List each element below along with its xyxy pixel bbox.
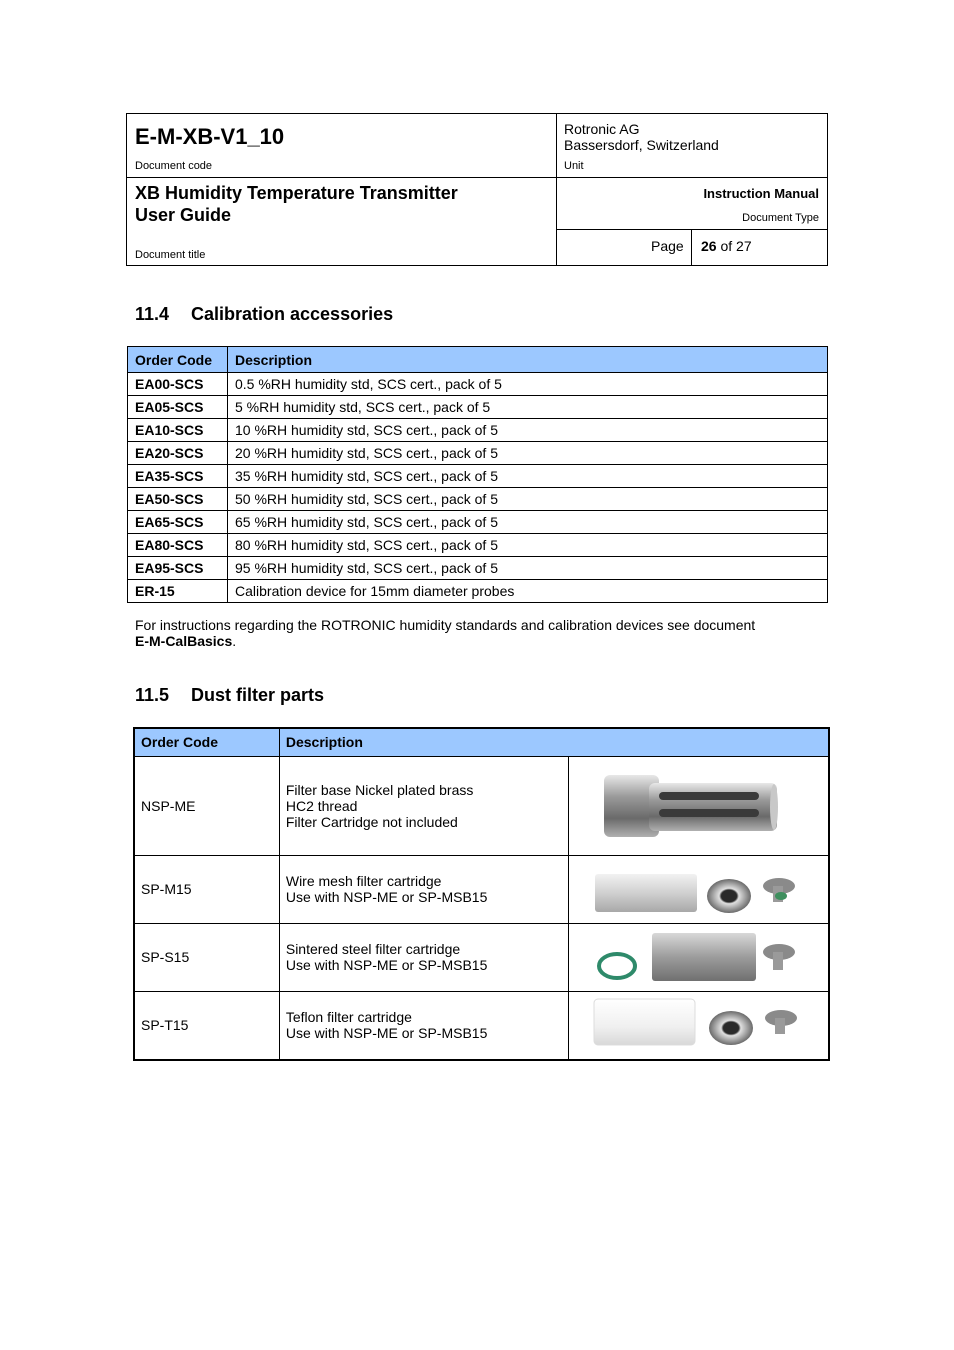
table-row xyxy=(128,373,828,396)
description-line: Sintered steel filter cartridge xyxy=(285,941,461,957)
note-document-reference: E-M-CalBasics xyxy=(135,633,233,649)
description-line: HC2 thread xyxy=(285,797,358,814)
document-type: Instruction Manual xyxy=(703,186,819,201)
page-total: of 27 xyxy=(720,238,752,254)
description: 65 %RH humidity std, SCS cert., pack of 5 xyxy=(228,511,828,534)
document-header xyxy=(126,113,828,266)
note-period: . xyxy=(232,633,237,649)
table-row xyxy=(134,991,829,1060)
description: 0.5 %RH humidity std, SCS cert., pack of 5 xyxy=(228,373,828,396)
table-row xyxy=(128,465,828,488)
dust-filter-parts-table xyxy=(133,727,830,1061)
document-title-label: Document title xyxy=(135,249,206,261)
table-row xyxy=(128,511,828,534)
description xyxy=(279,991,568,1060)
document-code-label: Document code xyxy=(135,160,213,172)
description: 20 %RH humidity std, SCS cert., pack of 5 xyxy=(228,442,828,465)
calibration-note xyxy=(135,617,755,649)
divider xyxy=(127,177,556,178)
table-row xyxy=(128,488,828,511)
table-row xyxy=(134,923,829,991)
calibration-accessories-table xyxy=(127,346,828,603)
table-row xyxy=(134,855,829,923)
document-type-label: Document Type xyxy=(742,212,819,224)
column-header-order-code: Order Code xyxy=(128,347,228,373)
order-code: EA00-SCS xyxy=(128,373,228,396)
section-title: Calibration accessories xyxy=(191,304,394,324)
product-image-cell xyxy=(568,923,829,991)
page-label: Page xyxy=(651,238,684,254)
description: 95 %RH humidity std, SCS cert., pack of 5 xyxy=(228,557,828,580)
order-code: EA20-SCS xyxy=(128,442,228,465)
order-code: NSP-ME xyxy=(134,756,279,855)
description: 10 %RH humidity std, SCS cert., pack of 5 xyxy=(228,419,828,442)
order-code: EA95-SCS xyxy=(128,557,228,580)
product-image-cell xyxy=(568,756,829,855)
note-text: For instructions regarding the ROTRONIC humidity standards and calibration devices see document xyxy=(135,617,756,633)
description xyxy=(279,923,568,991)
section-heading-dust-filter xyxy=(135,685,324,706)
description xyxy=(279,756,568,855)
description-line: Use with NSP-ME or SP-MSB15 xyxy=(285,957,488,973)
description: Calibration device for 15mm diameter probes xyxy=(228,580,828,603)
order-code: EA05-SCS xyxy=(128,396,228,419)
table-row xyxy=(128,534,828,557)
unit-line2: Bassersdorf, Switzerland xyxy=(564,137,719,153)
teflon-cartridge-image xyxy=(569,992,828,1056)
filter-base-image xyxy=(569,757,828,852)
description: 80 %RH humidity std, SCS cert., pack of 5 xyxy=(228,534,828,557)
order-code: EA10-SCS xyxy=(128,419,228,442)
unit-label: Unit xyxy=(564,160,584,172)
table-header-row xyxy=(128,347,828,373)
column-header-description: Description xyxy=(279,728,568,756)
table-row xyxy=(128,557,828,580)
divider xyxy=(691,229,692,265)
divider xyxy=(556,229,828,230)
table-row xyxy=(128,442,828,465)
document-title-line2: User Guide xyxy=(135,205,232,225)
description xyxy=(279,855,568,923)
product-image-cell xyxy=(568,991,829,1060)
column-header-order-code: Order Code xyxy=(134,728,279,756)
sintered-steel-cartridge-image xyxy=(569,924,828,988)
table-row xyxy=(128,396,828,419)
description-line: Use with NSP-ME or SP-MSB15 xyxy=(285,1025,488,1041)
document-title-line1: XB Humidity Temperature Transmitter xyxy=(135,183,458,203)
table-row xyxy=(128,419,828,442)
description-line: Teflon filter cartridge xyxy=(285,1009,412,1025)
description: 50 %RH humidity std, SCS cert., pack of 5 xyxy=(228,488,828,511)
order-code: ER-15 xyxy=(128,580,228,603)
divider xyxy=(556,114,557,265)
table-row xyxy=(128,580,828,603)
description-line: Filter base Nickel plated brass xyxy=(285,781,474,798)
wire-mesh-cartridge-image xyxy=(569,856,828,920)
page-number xyxy=(701,238,752,254)
description: 5 %RH humidity std, SCS cert., pack of 5 xyxy=(228,396,828,419)
section-number: 11.4 xyxy=(135,304,170,324)
order-code: SP-S15 xyxy=(134,923,279,991)
section-heading-calibration xyxy=(135,304,393,325)
description-line: Filter Cartridge not included xyxy=(285,813,458,830)
order-code: EA35-SCS xyxy=(128,465,228,488)
column-header-description: Description xyxy=(228,347,828,373)
section-title: Dust filter parts xyxy=(191,685,325,705)
order-code: EA65-SCS xyxy=(128,511,228,534)
order-code: SP-M15 xyxy=(134,855,279,923)
unit-line1: Rotronic AG xyxy=(564,121,640,137)
column-header-image xyxy=(568,728,829,756)
document-title xyxy=(135,182,458,226)
unit-name xyxy=(564,121,719,153)
divider xyxy=(556,177,828,178)
document-code: E-M-XB-V1_10 xyxy=(135,124,285,149)
page-current: 26 xyxy=(701,238,717,254)
section-number: 11.5 xyxy=(135,685,170,705)
order-code: EA50-SCS xyxy=(128,488,228,511)
order-code: SP-T15 xyxy=(134,991,279,1060)
product-image-cell xyxy=(568,855,829,923)
description-line: Use with NSP-ME or SP-MSB15 xyxy=(285,889,488,905)
order-code: EA80-SCS xyxy=(128,534,228,557)
table-row xyxy=(134,756,829,855)
description-line: Wire mesh filter cartridge xyxy=(285,873,442,889)
description: 35 %RH humidity std, SCS cert., pack of 5 xyxy=(228,465,828,488)
table-header-row xyxy=(134,728,829,756)
